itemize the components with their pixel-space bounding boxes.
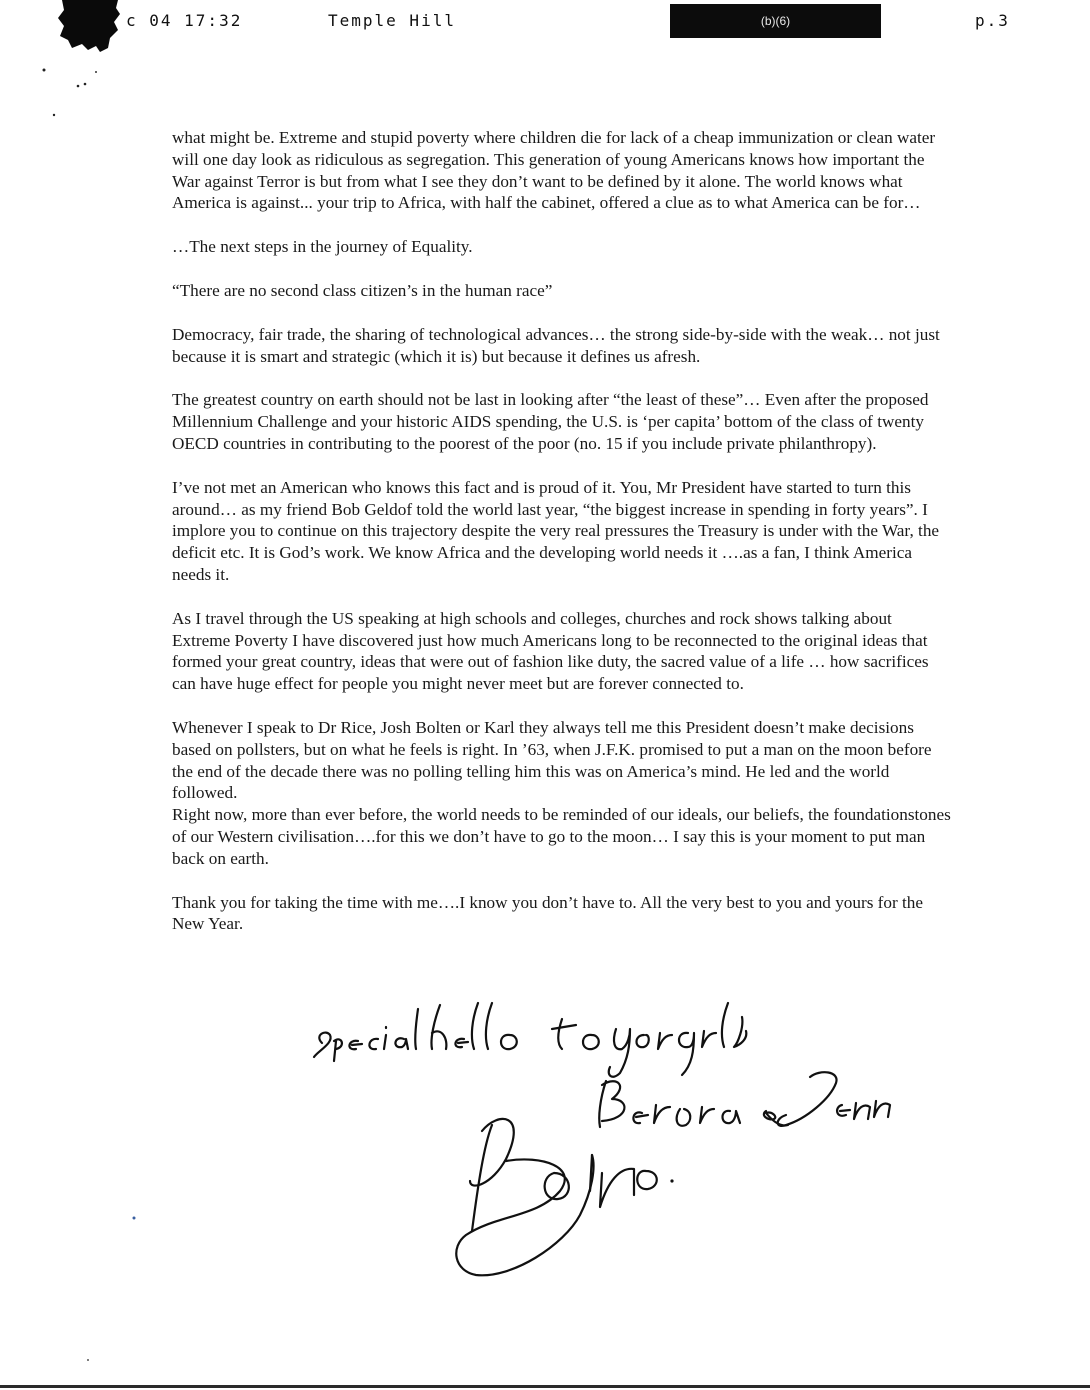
handwritten-greeting-line bbox=[314, 1003, 746, 1077]
fax-page-number: p.3 bbox=[975, 11, 1010, 30]
letter-body bbox=[172, 127, 952, 957]
paragraph: …The next steps in the journey of Equality. bbox=[172, 237, 473, 257]
paragraph: what might be. Extreme and stupid poverty where children die for lack of a cheap immunization or clean water will one day look as ridiculous as segregation. This generation of young Americans knows how important the War against Terror is but from what I see they don’t want to be defined by it alone. The world knows what America is against... your trip to Africa, with half the cabinet, offered a clue as to what America can be for… bbox=[172, 128, 936, 213]
fax-datetime: c 04 17:32 bbox=[126, 11, 243, 30]
closing-paragraph: Thank you for taking the time with me….I know you don’t have to. All the very best to you and yours for the New Year. bbox=[172, 892, 924, 934]
signature-bono bbox=[456, 1119, 673, 1275]
handwritten-names-line bbox=[599, 1072, 890, 1127]
paragraph: The greatest country on earth should not be last in looking after “the least of these”… Even after the proposed Millennium Challenge and your historic AIDS spending, the U.S. is ‘per capita’ bottom of the class of twenty OECD countries in contributing to the poorest of the poor (no. 15 if you include private philanthropy). bbox=[172, 390, 929, 453]
paragraph: I’ve not met an American who knows this fact and is proud of it. You, Mr President have started to turn this around… as my friend Bob Geldof told the world last year, “the biggest increase in spending in forty years”. I implore you to continue on this trajectory despite the very real pressures the Treasury is under with the War, the deficit etc. It is God’s work. We know Africa and the developing world needs it ….as a fan, I think America needs it. bbox=[172, 477, 940, 584]
paragraph: Right now, more than ever before, the world needs to be reminded of our ideals, our beliefs, the foundationstones of our Western civilisation….for this we don’t have to go to the moon… I say this is your moment to put man back on earth. bbox=[172, 805, 951, 868]
fax-sender: Temple Hill bbox=[328, 11, 456, 30]
paragraph-quote: “There are no second class citizen’s in the human race” bbox=[172, 280, 553, 300]
paragraph: As I travel through the US speaking at high schools and colleges, churches and rock shows talking about Extreme Poverty I have discovered just how much Americans long to be reconnected to the original ideas that formed your great country, ideas that were out of fashion like duty, the sacred value of a life … how sacrifices can have huge effect for people you might never meet but are forever connected to. bbox=[172, 608, 929, 694]
handwritten-note bbox=[300, 995, 920, 1285]
redaction-label: (b)(6) bbox=[760, 14, 791, 28]
fax-header bbox=[0, 0, 1090, 44]
paragraph: Whenever I speak to Dr Rice, Josh Bolten or Karl they always tell me this President doesn’t make decisions based on pollsters, but on what he feels is right. In ’63, when J.F.K. promised to put a man on the moon before the end of the decade there was no polling telling him this was on America’s mind. He led and the world followed. bbox=[172, 717, 932, 803]
paragraph: Democracy, fair trade, the sharing of technological advances… the strong side-by-side with the weak… not just because it is smart and strategic (which it is) but because it defines us afresh. bbox=[172, 324, 940, 366]
redaction-box bbox=[670, 4, 881, 38]
fax-blot-mark bbox=[58, 0, 124, 54]
scan-bottom-edge bbox=[0, 1385, 1090, 1388]
